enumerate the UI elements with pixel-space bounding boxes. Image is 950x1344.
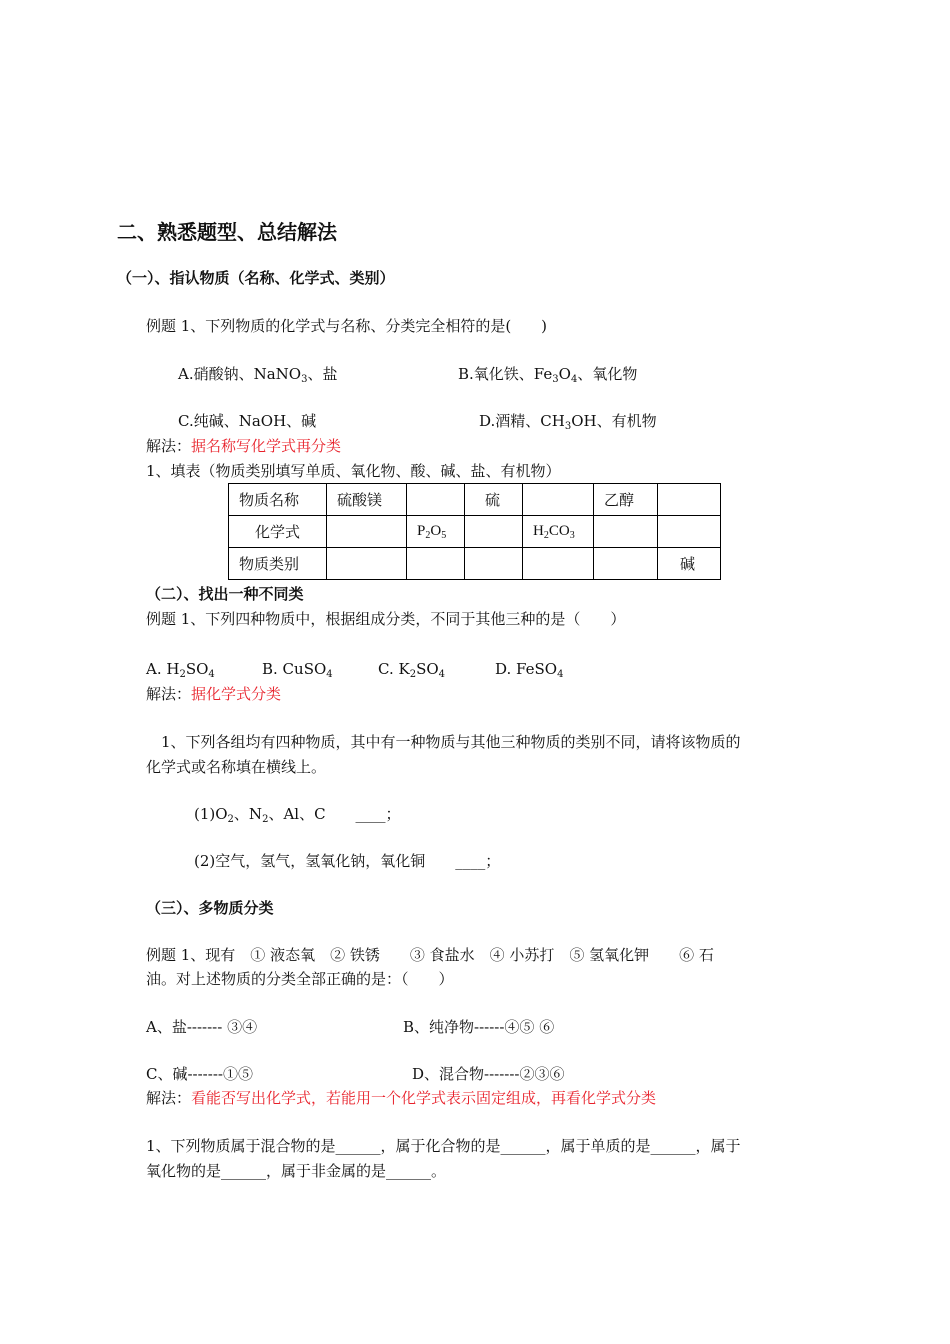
table-cell xyxy=(594,516,658,548)
part1-option-b: B.氧化铁、$Fe_3O_4$、氧化物 xyxy=(458,365,638,385)
part3-example-line1: 例题 1、现有 ① 液态氧 ② 铁锈 ③ 食盐水 ④ 小苏打 ⑤ 氢氧化钾 ⑥ 石 xyxy=(146,946,714,964)
part3-heading: （三）、多物质分类 xyxy=(146,899,274,917)
part3-option-d: D、混合物-------②③⑥ xyxy=(412,1065,565,1083)
part2-option-b: B. CuSO$_4$ xyxy=(262,660,333,680)
table-cell: 硫 xyxy=(465,484,523,516)
part1-heading: （一）、指认物质（名称、化学式、类别） xyxy=(117,269,395,287)
part3-question-1-line2: 氧化物的是______，属于非金属的是______。 xyxy=(146,1162,447,1180)
part1-example: 例题 1、下列物质的化学式与名称、分类完全相符的是( ) xyxy=(146,317,548,335)
part2-method: 解法：据化学式分类 xyxy=(146,685,282,703)
part2-example: 例题 1、下列四种物质中，根据组成分类，不同于其他三种的是（ ） xyxy=(146,610,626,628)
table-cell xyxy=(658,484,721,516)
table-cell xyxy=(594,548,658,580)
table-cell xyxy=(465,516,523,548)
table-cell: 乙醇 xyxy=(594,484,658,516)
table-row xyxy=(229,516,721,548)
part2-question-1-line1: 1、下列各组均有四种物质，其中有一种物质与其他三种物质的类别不同，请将该物质的 xyxy=(161,733,741,751)
table-cell xyxy=(407,548,465,580)
table-cell: 物质名称 xyxy=(229,484,327,516)
part3-example-line2: 油。对上述物质的分类全部正确的是：（ ） xyxy=(146,970,454,988)
table-cell xyxy=(523,484,594,516)
section-title: 二、熟悉题型、总结解法 xyxy=(117,220,337,244)
part1-option-c: C.纯碱、NaOH、碱 xyxy=(178,412,317,430)
part1-option-d: D.酒精、$CH_3OH$、有机物 xyxy=(479,412,657,432)
table-cell xyxy=(407,484,465,516)
part3-option-a: A、盐------- ③④ xyxy=(146,1018,258,1036)
table-cell-h2co3: $H_2CO_3$ xyxy=(523,516,594,548)
part2-heading: （二）、找出一种不同类 xyxy=(146,585,304,603)
part2-subquestion-1: $(1)O_2$、$N_2$、Al、C ____； xyxy=(194,805,401,825)
part2-question-1-line2: 化学式或名称填在横线上。 xyxy=(146,758,327,776)
table-cell: 物质类别 xyxy=(229,548,327,580)
table-cell: 化学式 xyxy=(229,516,327,548)
part2-option-a: A. $H_2SO_4$ xyxy=(146,660,215,680)
part3-option-c: C、碱-------①⑤ xyxy=(146,1065,253,1083)
part3-method: 解法：看能否写出化学式，若能用一个化学式表示固定组成，再看化学式分类 xyxy=(146,1089,657,1107)
part2-option-c: C. $K_2SO_4$ xyxy=(378,660,446,680)
part1-question-1: 1、填表（物质类别填写单质、氧化物、酸、碱、盐、有机物） xyxy=(146,462,561,480)
table-cell xyxy=(327,548,407,580)
table-cell: 硫酸镁 xyxy=(327,484,407,516)
table-cell xyxy=(523,548,594,580)
table-cell-p2o5: $P_2O_5$ xyxy=(407,516,465,548)
part3-option-b: B、纯净物------④⑤ ⑥ xyxy=(403,1018,555,1036)
table-row xyxy=(229,548,721,580)
fill-in-table xyxy=(228,483,721,580)
table-cell: 碱 xyxy=(658,548,721,580)
part2-subquestion-2: (2)空气，氢气，氢氧化钠，氧化铜 ____； xyxy=(194,852,501,870)
part2-option-d: D. FeSO$_4$ xyxy=(495,660,564,680)
part1-option-a: A.硝酸钠、NaNO$_3$、盐 xyxy=(178,365,338,385)
table-cell xyxy=(327,516,407,548)
part1-method: 解法：据名称写化学式再分类 xyxy=(146,437,342,455)
table-cell xyxy=(658,516,721,548)
table-row xyxy=(229,484,721,516)
part3-question-1-line1: 1、下列物质属于混合物的是______，属于化合物的是______，属于单质的是______，属于 xyxy=(146,1137,741,1155)
table-cell xyxy=(465,548,523,580)
